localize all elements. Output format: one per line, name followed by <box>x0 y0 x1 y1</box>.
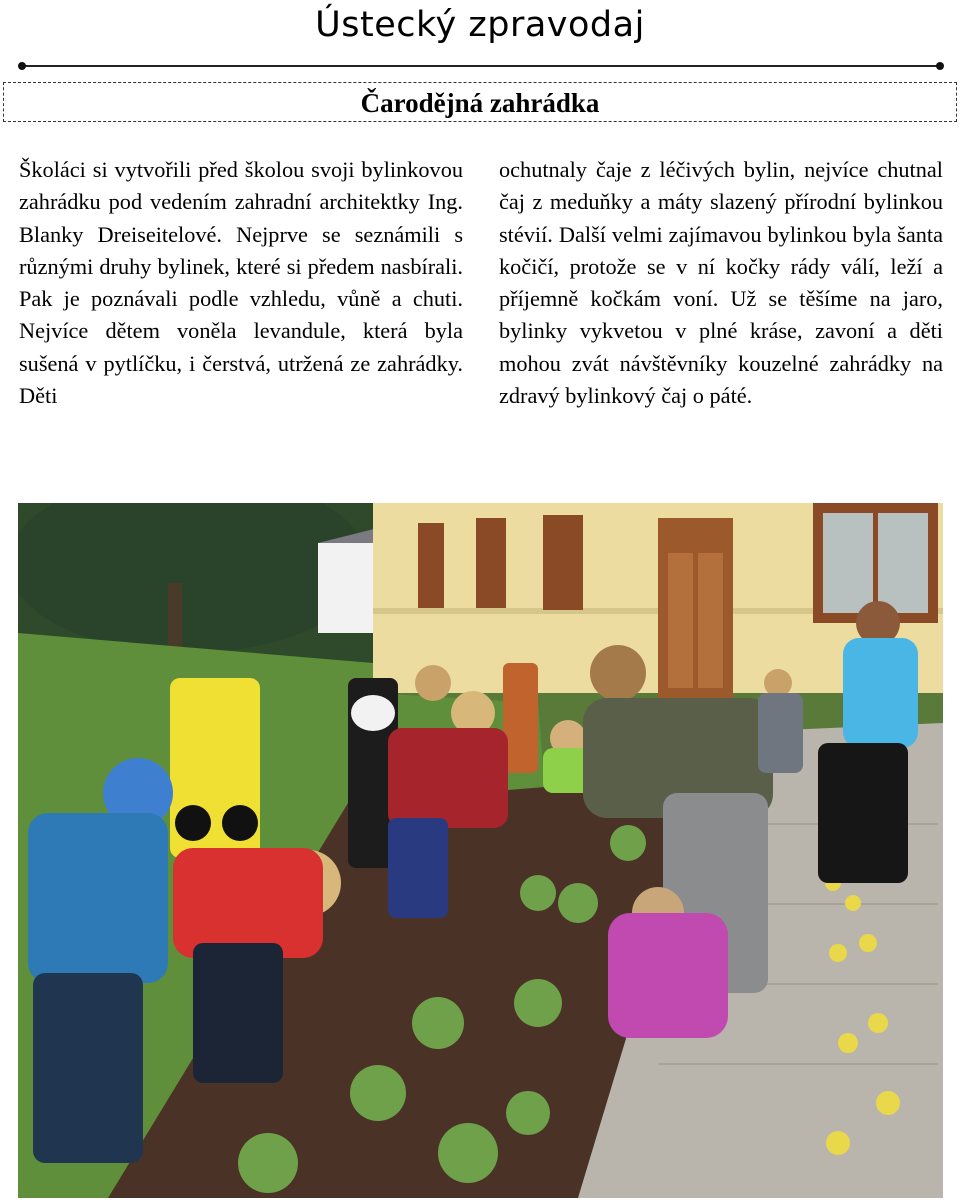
publication-title: Ústecký zpravodaj <box>315 5 645 45</box>
header-divider <box>22 65 940 67</box>
divider-end-dot <box>936 62 944 70</box>
article-column-left: Školáci si vytvořili před školou svoji bylinkovou zahrádku pod vedením zahradní architektky Ing. Blanky Dreiseitelové. Nejprve se seznámili s různými druhy bylinek, které si předem nasbírali. Pak je poznávali podle vzhledu, vůně a chuti. Nejvíce dětem voněla levandule, která byla sušená v pytlíčku, i čerstvá, utržená ze zahrádky. Děti <box>19 157 463 409</box>
article-column-right: ochutnaly čaje z léčivých bylin, nejvíce chutnal čaj z meduňky a máty slazený přírodní bylinkou stévií. Další velmi zajímavou bylinkou byla šanta kočičí, protože se v ní kočky rády válí, leží a příjemně kočkám voní. Už se těšíme na jaro, bylinky vykvetou v plné kráse, zavoní a děti mohou zvát návštěvníky kouzelné zahrádky na zdravý bylinkový čaj o páté. <box>499 157 943 409</box>
garden-photo <box>18 503 943 1198</box>
divider-end-dot <box>18 62 26 70</box>
article-title: Čarodějná zahrádka <box>360 88 600 118</box>
article-title-frame <box>3 82 957 122</box>
garden-photo-illustration <box>18 503 943 1198</box>
